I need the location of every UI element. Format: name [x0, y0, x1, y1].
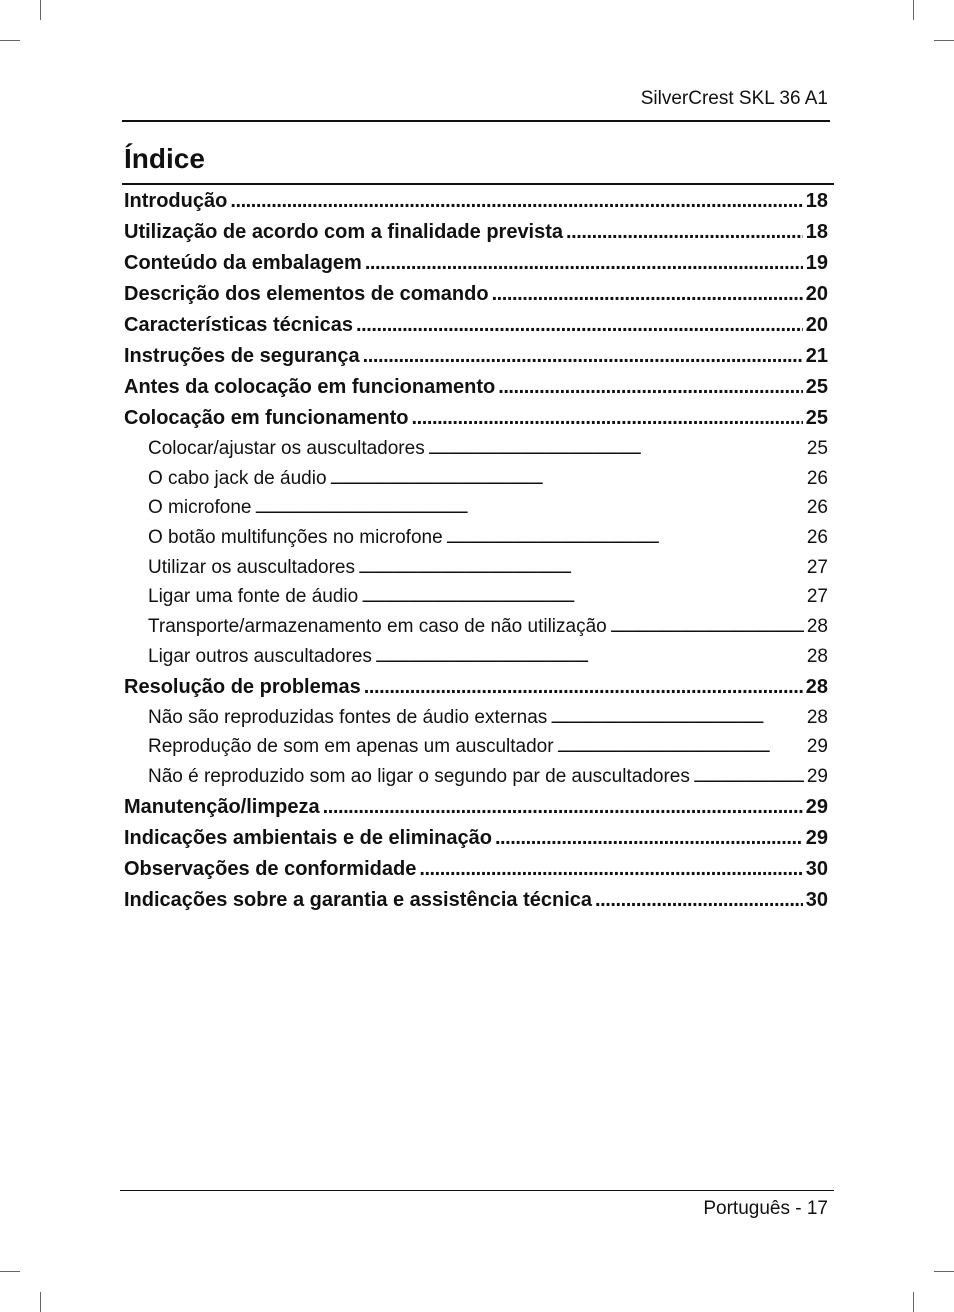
toc-dot-leader	[412, 403, 803, 434]
toc-entry-chapter[interactable]	[124, 310, 828, 341]
crop-mark	[0, 40, 20, 41]
toc-dot-leader	[364, 672, 803, 703]
toc-entry-label: Ligar uma fonte de áudio	[148, 586, 359, 608]
toc-entry-page: 29	[805, 795, 828, 818]
toc-entry-label: Não é reproduzido som ao ligar o segundo par de auscultadores	[148, 765, 690, 787]
toc-entry-page: 30	[805, 888, 828, 911]
toc-entry-label: Colocação em funcionamento	[124, 407, 409, 429]
toc-entry-page: 26	[806, 467, 828, 489]
toc-entry-label: Resolução de problemas	[124, 675, 361, 698]
toc-dot-leader	[230, 186, 802, 217]
toc-entry-page: 28	[806, 706, 828, 728]
toc-entry-chapter[interactable]	[124, 854, 828, 885]
toc-entry-chapter[interactable]	[124, 341, 828, 372]
toc-entry-section[interactable]	[124, 523, 828, 553]
footer-divider	[120, 1190, 834, 1191]
toc-entry-page: 25	[805, 407, 828, 429]
toc-entry-page: 27	[806, 556, 828, 578]
toc-entry-section[interactable]	[124, 703, 828, 733]
toc-dot-leader	[693, 763, 804, 793]
toc-dot-leader	[358, 554, 804, 584]
toc-dot-leader	[498, 372, 803, 403]
toc-entry-label: O microfone	[148, 497, 252, 519]
toc-dot-leader	[356, 310, 803, 341]
toc-entry-section[interactable]	[124, 732, 828, 762]
toc-entry-chapter[interactable]	[124, 885, 828, 916]
toc-entry-chapter[interactable]	[124, 217, 828, 248]
toc-entry-label: Utilizar os auscultadores	[148, 556, 355, 578]
toc-entry-label: Reprodução de som em apenas um auscultador	[148, 736, 554, 758]
toc-dot-leader	[254, 494, 803, 524]
toc-entry-section[interactable]	[124, 434, 828, 464]
toc-entry-page: 18	[805, 221, 828, 243]
toc-entry-page: 19	[805, 252, 828, 274]
toc-entry-page: 18	[805, 190, 828, 212]
toc-entry-chapter[interactable]	[124, 672, 828, 703]
toc-entry-label: Instruções de segurança	[124, 345, 360, 367]
toc-dot-leader	[365, 248, 803, 279]
toc-entry-label: Não são reproduzidas fontes de áudio externas	[148, 706, 548, 728]
toc-entry-label: Descrição dos elementos de comando	[124, 283, 489, 305]
toc-entry-label: Antes da colocação em funcionamento	[124, 376, 496, 398]
toc-entry-label: Introdução	[124, 190, 228, 212]
toc-entry-page: 29	[805, 826, 828, 849]
toc-dot-leader	[595, 885, 803, 916]
toc-entry-label: Manutenção/limpeza	[124, 795, 320, 818]
toc-dot-leader	[610, 613, 804, 643]
toc-dot-leader	[495, 823, 803, 854]
toc-dot-leader	[323, 792, 803, 823]
crop-mark	[913, 0, 914, 20]
toc-dot-leader	[428, 435, 804, 465]
toc-dot-leader	[446, 524, 804, 554]
toc-entry-page: 20	[805, 283, 828, 305]
toc-dot-leader	[419, 854, 802, 885]
toc-dot-leader	[363, 341, 803, 372]
crop-mark	[0, 1271, 20, 1272]
toc-entry-chapter[interactable]	[124, 403, 828, 434]
toc-entry-section[interactable]	[124, 464, 828, 494]
toc-entry-page: 27	[806, 586, 828, 608]
toc-dot-leader	[361, 583, 804, 613]
toc-entry-section[interactable]	[124, 493, 828, 523]
toc-dot-leader	[566, 217, 803, 248]
toc-dot-leader	[330, 465, 804, 495]
toc-entry-chapter[interactable]	[124, 372, 828, 403]
toc-entry-page: 25	[806, 438, 828, 459]
toc-entry-page: 30	[805, 857, 828, 880]
toc-entry-chapter[interactable]	[124, 248, 828, 279]
toc-entry-page: 25	[805, 376, 828, 398]
toc-entry-label: Conteúdo da embalagem	[124, 252, 362, 274]
toc-entry-label: O cabo jack de áudio	[148, 467, 327, 489]
toc-dot-leader	[550, 704, 804, 734]
toc-entry-label: O botão multifunções no microfone	[148, 527, 443, 549]
toc-entry-label: Indicações sobre a garantia e assistência técnica	[124, 888, 593, 911]
toc-entry-chapter[interactable]	[124, 186, 828, 217]
toc-entry-page: 28	[806, 616, 828, 638]
toc-entry-section[interactable]	[124, 582, 828, 612]
toc-entry-chapter[interactable]	[124, 792, 828, 823]
toc-dot-leader	[492, 279, 803, 310]
toc-entry-section[interactable]	[124, 642, 828, 672]
toc-entry-page: 28	[806, 645, 828, 667]
toc-entry-section[interactable]	[124, 762, 828, 792]
toc-entry-label: Utilização de acordo com a finalidade prevista	[124, 221, 564, 243]
toc-entry-label: Observações de conformidade	[124, 857, 417, 880]
crop-mark	[934, 40, 954, 41]
toc-dot-leader	[557, 733, 804, 763]
toc-entry-page: 26	[806, 527, 828, 549]
toc-entry-section[interactable]	[124, 612, 828, 642]
toc-entry-page: 26	[806, 497, 828, 519]
toc-entry-label: Transporte/armazenamento em caso de não utilização	[148, 616, 607, 638]
toc-entry-page: 21	[805, 345, 828, 367]
toc-dot-leader	[375, 643, 804, 673]
crop-mark	[913, 1292, 914, 1312]
toc-entry-chapter[interactable]	[124, 823, 828, 854]
header-product-name: SilverCrest SKL 36 A1	[640, 88, 828, 109]
header-divider	[122, 120, 830, 122]
toc-entry-label: Colocar/ajustar os auscultadores	[148, 438, 425, 459]
toc-entry-page: 28	[805, 675, 828, 698]
footer-page-number: Português - 17	[703, 1198, 828, 1219]
toc-entry-page: 29	[806, 765, 828, 787]
toc-entry-label: Ligar outros auscultadores	[148, 645, 372, 667]
toc-entry-page: 29	[806, 736, 828, 758]
toc-entry-page: 20	[805, 314, 828, 336]
crop-mark	[40, 1292, 41, 1312]
toc-entry-label: Características técnicas	[124, 314, 354, 336]
title-divider	[122, 183, 834, 185]
toc-entry-chapter[interactable]	[124, 279, 828, 310]
toc-entry-section[interactable]	[124, 553, 828, 583]
page-title: Índice	[124, 143, 205, 174]
crop-mark	[934, 1271, 954, 1272]
table-of-contents	[124, 186, 828, 916]
crop-mark	[40, 0, 41, 20]
toc-entry-label: Indicações ambientais e de eliminação	[124, 826, 492, 849]
